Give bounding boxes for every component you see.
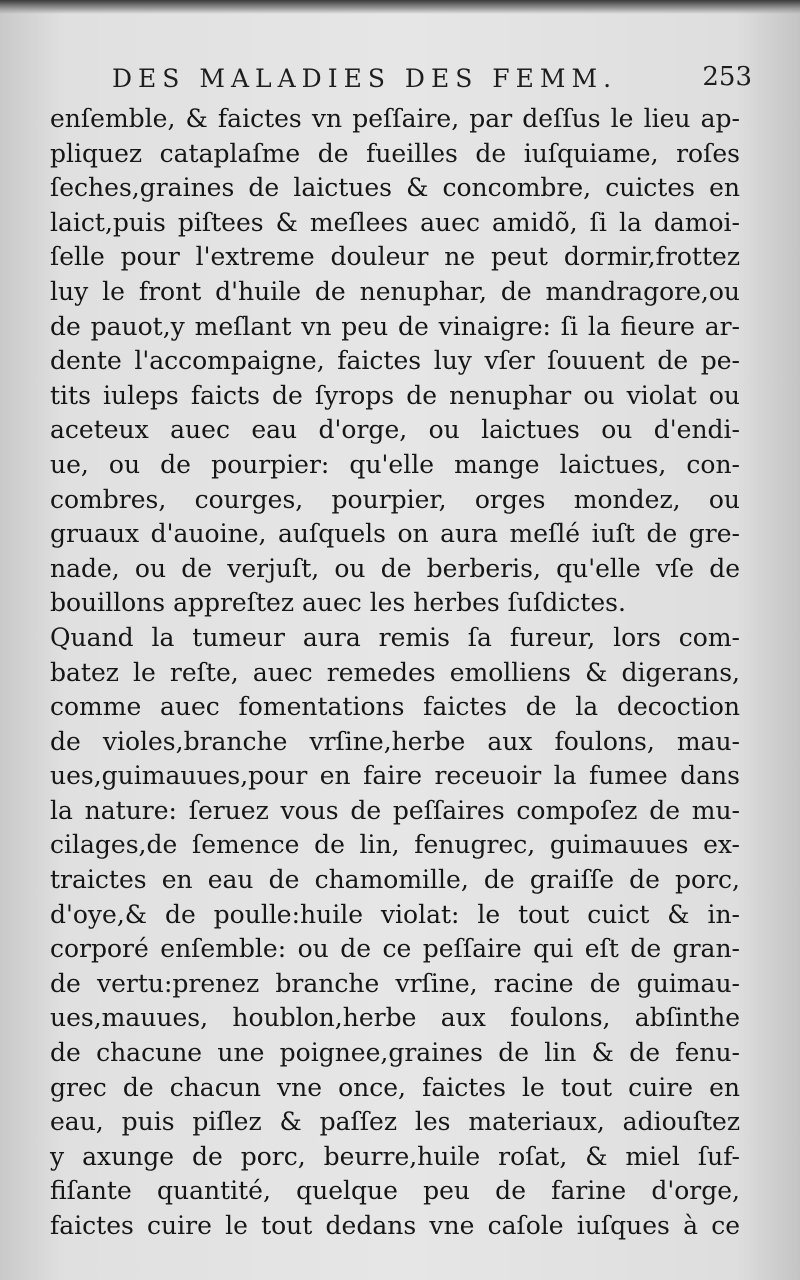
text-line: fiſante quantité, quelque peu de farine d'orge, <box>50 1176 740 1206</box>
text-line: eau, puis piſlez & paſſez les materiaux, adiouſtez <box>50 1107 740 1137</box>
text-line: pliquez cataplaſme de fueilles de iuſquiame, roſes <box>50 138 740 168</box>
text-line: ſelle pour l'extreme douleur ne peut dormir,frottez <box>50 242 740 272</box>
text-line: bouillons appreſtez auec les herbes ſuſdictes. <box>50 588 626 618</box>
text-line: comme auec fomentations faictes de la decoction <box>50 692 740 722</box>
text-line: tits iuleps faicts de ſyrops de nenuphar ou violat ou <box>50 380 740 410</box>
text-line: corporé enſemble: ou de ce peſſaire qui eſt de gran- <box>50 934 740 964</box>
page-top-shadow <box>0 0 800 14</box>
running-head <box>112 60 752 102</box>
text-line: cilages,de ſemence de lin, fenugrec, guimauues ex- <box>50 830 740 860</box>
text-line: d'oye,& de poulle:huile violat: le tout cuict & in- <box>50 899 740 929</box>
text-line: Quand la tumeur aura remis ſa fureur, lors com- <box>50 622 740 652</box>
page-number: 253 <box>702 62 752 92</box>
text-line: de pauot,y meſlant vn peu de vinaigre: ſi la fieure ar- <box>50 311 740 341</box>
body-text <box>50 102 740 1244</box>
text-line: y axunge de porc, beurre,huile roſat, & miel ſuf- <box>50 1141 740 1171</box>
text-line: combres, courges, pourpier, orges mondez, ou <box>50 484 740 514</box>
text-line: de vertu:prenez branche vrſine, racine de guimau- <box>50 968 740 998</box>
text-line: ue, ou de pourpier: qu'elle mange laictues, con- <box>50 449 740 479</box>
text-line: la nature: ſeruez vous de peſſaires compoſez de mu- <box>50 795 740 825</box>
text-line: grec de chacun vne once, faictes le tout cuire en <box>50 1072 740 1102</box>
text-line: nade, ou de verjuſt, ou de berberis, qu'elle vſe de <box>50 553 740 583</box>
text-line: de violes,branche vrſine,herbe aux foulons, mau- <box>50 726 740 756</box>
text-line: batez le reſte, auec remedes emolliens & digerans, <box>50 657 740 687</box>
text-line: enſemble, & faictes vn peſſaire, par deſſus le lieu ap- <box>50 104 740 133</box>
text-line: ſeches,graines de laictues & concombre, cuictes en <box>50 173 740 203</box>
text-line: luy le front d'huile de nenuphar, de mandragore,ou <box>50 276 740 306</box>
text-line: ues,mauues, houblon,herbe aux foulons, abſinthe <box>50 1003 740 1033</box>
text-line: de chacune une poignee,graines de lin & de fenu- <box>50 1038 740 1068</box>
text-line: gruaux d'auoine, auſquels on aura meſlé iuſt de gre- <box>50 519 740 549</box>
text-line: aceteux auec eau d'orge, ou laictues ou d'endi- <box>50 415 740 445</box>
running-title: DES MALADIES DES FEMM. <box>112 64 618 93</box>
text-line: dente l'accompaigne, faictes luy vſer ſouuent de pe- <box>50 346 740 376</box>
text-line: ues,guimauues,pour en faire receuoir la fumee dans <box>50 761 740 791</box>
text-line: faictes cuire le tout dedans vne caſole iuſques à ce <box>50 1211 740 1240</box>
text-line: laict,puis piſtees & meſlees auec amidõ, ſi la damoi- <box>50 207 740 237</box>
text-line: traictes en eau de chamomille, de graiſſe de porc, <box>50 865 740 895</box>
